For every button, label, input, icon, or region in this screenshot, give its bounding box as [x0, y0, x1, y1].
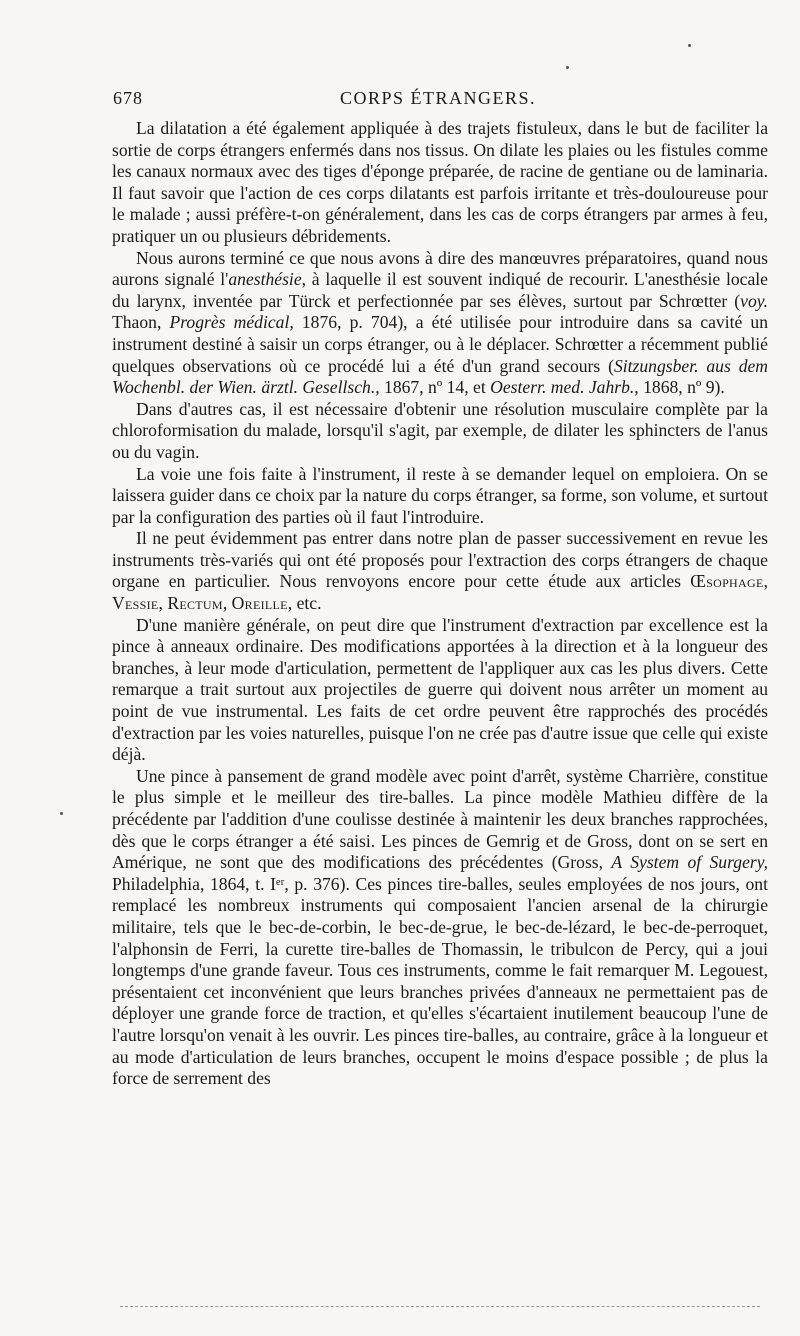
paragraph-anesthesie — [112, 248, 768, 399]
page-number: 678 — [113, 88, 143, 108]
italic-run: Oesterr. med. Jahrb., — [490, 377, 639, 398]
italic-run: Sitzungsber. aus dem Wochenbl. der Wien. ärztl. Gesellsch., — [112, 355, 769, 398]
scan-speck — [60, 812, 63, 815]
text-run: Une pince à pansement de grand modèle avec point d'arrêt, système Charrière, constitue le plus simple et le meilleur des tire-balles. La pince modèle Mathieu diffère de la précédente par l'addition d'une coulisse destinée à maintenir les deux branches rapprochées, dès que le corps étranger a été saisi. Les pinces de Gemrig et de Gross, dont on se sert en Amérique, ne sont que des modifications des précédentes (Gross, — [112, 765, 768, 873]
scan-speck — [688, 44, 691, 47]
italic-run: A System of Surgery, — [611, 852, 768, 873]
cross-reference: Œsophage — [690, 571, 764, 592]
text-run: 1867, nº 14, et — [379, 377, 491, 398]
italic-run: voy. — [740, 290, 768, 311]
text-run: Thaon, — [112, 312, 170, 333]
italic-run: Progrès médical, — [169, 312, 294, 333]
paragraph-chloroforme: Dans d'autres cas, il est nécessaire d'obtenir une résolution musculaire complète par la chloroformisation du malade, lorsqu'il s'agit, par exemple, de dilater les sphincters de l'anus ou du vagin. — [112, 398, 768, 462]
text-run: , — [158, 593, 168, 614]
text-run: , etc. — [287, 593, 322, 614]
paragraph-pince-anneaux: D'une manière générale, on peut dire que l'instrument d'extraction par excellence est la pince à anneaux ordinaire. Des modifications apportées à la direction et à la longueur des branches, à leur mode d'articulation, permettent de l'appliquer aux cas les plus divers. Cette remarque a trait surtout aux projectiles de guerre qui doivent nous arrêter un moment au point de vue instrumental. Les faits de cet ordre peuvent être rapprochés des procédés d'extraction par les voies naturelles, puisque l'on ne crée pas d'autre issue que celle qui existe déjà. — [112, 614, 768, 765]
italic-run: anesthésie — [228, 269, 302, 290]
text-run: , — [763, 571, 768, 592]
text-run: , à laquelle il est souvent indiqué de recourir. L'anesthésie locale du larynx, inventée par Türck et perfectionnée par ses élèves, surtout par Schrœtter ( — [112, 269, 768, 311]
scan-speck — [566, 66, 569, 69]
text-run: 1876, p. 704), a été utilisée pour introduire dans sa cavité un instrument destiné à saisir un corps étranger, ou à le déplacer. Schrœtter a récemment publié quelques observations où ce procédé lui a été d'un grand secours ( — [112, 312, 769, 376]
paragraph-tire-balles — [112, 766, 768, 1090]
cross-reference: Rectum — [167, 593, 223, 614]
text-run: , — [222, 593, 232, 614]
running-title: CORPS ÉTRANGERS. — [340, 88, 537, 108]
text-run: Philadelphia, 1864, t. Iᵉʳ, p. 376). Ces pinces tire-balles, seules employées de nos jours, ont remplacé les nombreux instruments qui composaient l'ancien arsenal de la chirurgie militaire, tels que le bec-de-corbin, le bec-de-grue, le bec-de-lézard, le bec-de-perroquet, l'alphonsin de Ferri, la curette tire-balles de Thomassin, le tribulcon de Percy, qui a joui longtemps d'une grande faveur. Tous ces instruments, comme le fait remarquer M. Legouest, présentaient cet inconvénient que leurs branches privées d'anneaux ne permettaient pas de déployer une grande force de traction, et qu'elles s'écartaient inutilement beaucoup l'une de l'autre lorsqu'on venait à les ouvrir. Les pinces tire-balles, au contraire, grâce à la longueur et au mode d'articulation de leurs branches, occupent le moins d'espace possible ; de plus la force de serrement des — [112, 873, 768, 1089]
text-run: 1868, nº 9). — [638, 377, 725, 398]
cross-reference: Oreille — [231, 593, 288, 614]
page-header — [113, 88, 768, 112]
paragraph-dilatation: La dilatation a été également appliquée à des trajets fistuleux, dans le but de faciliter la sortie de corps étrangers enfermés dans nos tissus. On dilate les plaies ou les fistules comme les canaux normaux avec des tiges d'éponge préparée, de racine de gentiane ou de laminaria. Il faut savoir que l'action de ces corps dilatants est parfois irritante et très-douloureuse pour le malade ; aussi préfère-t-on généralement, dans les cas de corps étrangers par armes à feu, pratiquer un ou plusieurs débridements. — [112, 118, 768, 246]
cross-reference: Vessie — [112, 593, 159, 614]
text-run: Il ne peut évidemment pas entrer dans notre plan de passer successivement en revue les instruments très-variés qui ont été proposés pour l'extraction des corps étrangers de chaque organe en particulier. Nous renvoyons encore pour cette étude aux articles — [112, 528, 768, 592]
page-body — [112, 118, 768, 1090]
text-run: Nous aurons terminé ce que nous avons à dire des manœuvres préparatoires, quand nous aurons signalé l' — [112, 247, 768, 290]
paragraph-renvoi — [112, 528, 768, 614]
paragraph-voie: La voie une fois faite à l'instrument, il reste à se demander lequel on emploiera. On se laissera guider dans ce choix par la nature du corps étranger, sa forme, son volume, et surtout par la configuration des parties où il faut l'introduire. — [112, 463, 768, 527]
bottom-dashed-rule — [120, 1306, 760, 1307]
